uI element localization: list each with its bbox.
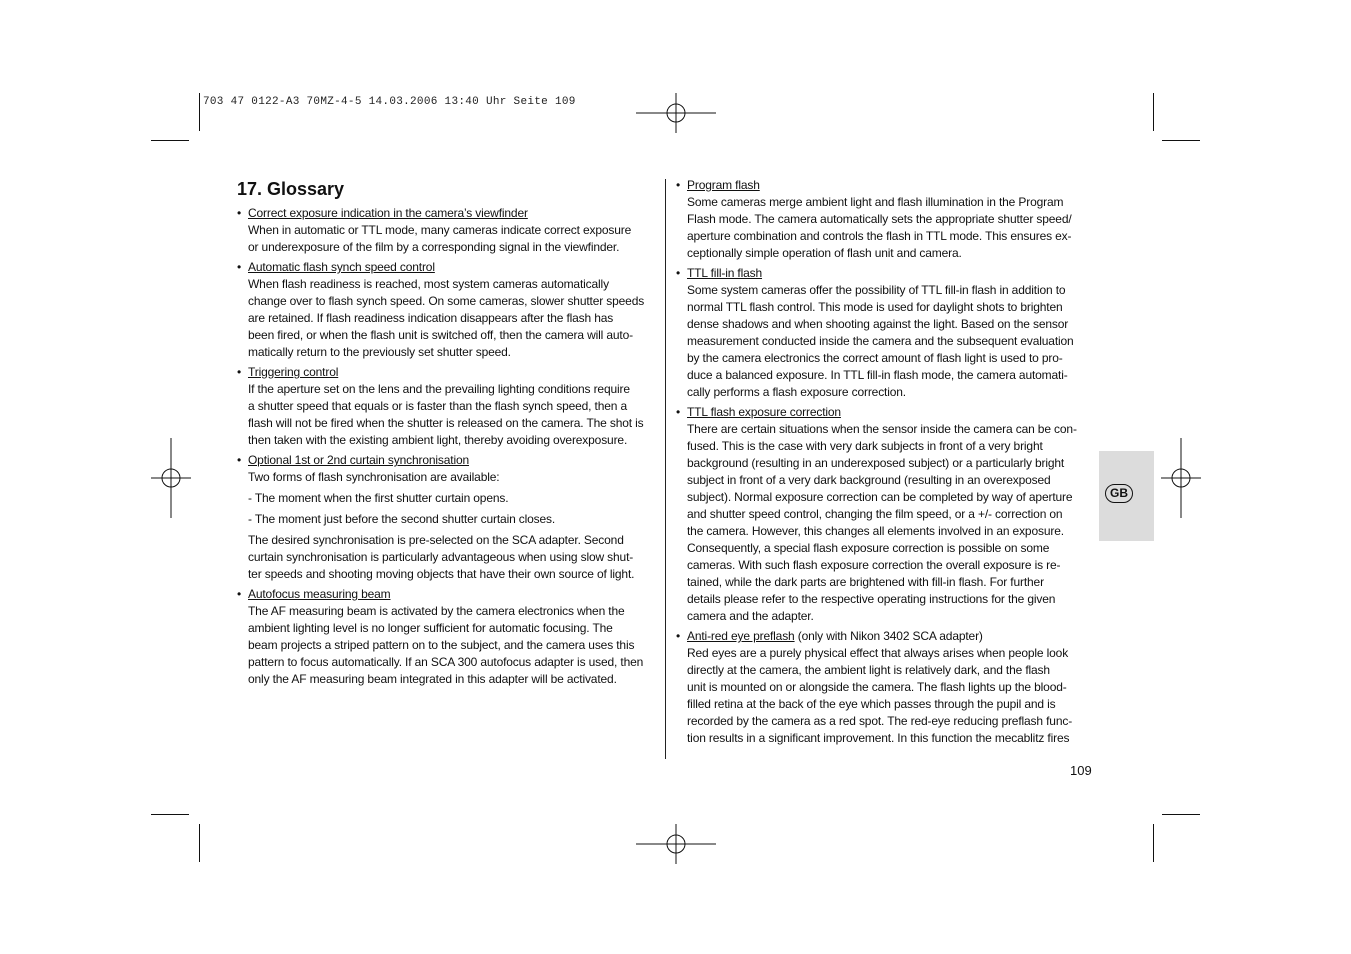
glossary-term — [687, 628, 983, 645]
description-line: details please refer to the respective operating instructions for the given — [687, 592, 1056, 606]
glossary-description — [248, 276, 661, 361]
bullet: • — [676, 629, 681, 643]
glossary-description — [248, 469, 661, 583]
description-line: subject). Normal exposure correction can be completed by way of aperture — [687, 490, 1073, 504]
crop-mark — [151, 814, 189, 815]
bullet: • — [676, 266, 681, 280]
description-line: ter speeds and shooting moving objects that have their own source of light. — [248, 567, 635, 581]
description-line: directly at the camera, the ambient light is relatively dark, and the flash — [687, 663, 1050, 677]
glossary-term-line — [676, 628, 1096, 645]
glossary-term-line — [676, 265, 1096, 282]
glossary-term — [687, 177, 760, 194]
language-badge: GB — [1105, 484, 1133, 503]
glossary-term — [248, 452, 469, 469]
print-header: 703 47 0122-A3 70MZ-4-5 14.03.2006 13:40 Uhr Seite 109 — [203, 96, 576, 108]
glossary-term-label: TTL fill-in flash — [687, 266, 763, 280]
crop-mark — [1153, 824, 1154, 862]
bullet: • — [676, 178, 681, 192]
description-line: Red eyes are a purely physical effect that always arises when people look — [687, 646, 1069, 660]
glossary-description — [687, 421, 1096, 625]
registration-mark-icon — [636, 804, 716, 884]
description-line: fused. This is the case with very dark subjects in front of a very bright — [687, 439, 1043, 453]
description-line: cally performs a flash exposure correction. — [687, 385, 906, 399]
glossary-term-label: Optional 1st or 2nd curtain synchronisation — [248, 453, 470, 467]
glossary-term — [248, 364, 338, 381]
glossary-list-left — [237, 205, 661, 688]
glossary-entry — [237, 205, 661, 256]
description-line: recorded by the camera as a red spot. The red-eye reducing preflash func- — [687, 714, 1073, 728]
glossary-term-line — [676, 404, 1096, 421]
bullet: • — [676, 405, 681, 419]
glossary-description — [687, 282, 1096, 401]
description-line: subject in front of a very dark background (resulting in an overexposed — [687, 473, 1051, 487]
description-line: change over to flash synch speed. On some cameras, slower shutter speeds — [248, 294, 645, 308]
glossary-term — [687, 404, 841, 421]
description-line: unit is mounted on or alongside the camera. The flash lights up the blood- — [687, 680, 1067, 694]
glossary-term-label: Program flash — [687, 178, 760, 192]
crop-mark — [199, 93, 200, 131]
glossary-term-note: (only with Nikon 3402 SCA adapter) — [794, 629, 983, 643]
glossary-description — [248, 603, 661, 688]
description-line: pattern to focus automatically. If an SCA 300 autofocus adapter is used, then — [248, 655, 644, 669]
glossary-entry — [676, 265, 1096, 401]
description-line: The AF measuring beam is activated by the camera electronics when the — [248, 604, 625, 618]
description-line: are retained. If flash readiness indication disappears after the flash has — [248, 311, 614, 325]
glossary-entry — [676, 177, 1096, 262]
crop-mark — [1162, 140, 1200, 141]
description-line: camera and the adapter. — [687, 609, 814, 623]
description-line: a shutter speed that equals or is faster than the flash synch speed, then a — [248, 399, 627, 413]
description-line: - The moment when the first shutter curtain opens. — [248, 491, 509, 505]
glossary-term-label: Triggering control — [248, 365, 339, 379]
glossary-term-line — [676, 177, 1096, 194]
glossary-entry — [237, 452, 661, 583]
glossary-term-label: Correct exposure indication in the camera’s viewfinder — [248, 206, 528, 220]
description-line: curtain synchronisation is particularly advantageous when using slow shut- — [248, 550, 634, 564]
crop-mark — [151, 140, 189, 141]
description-line: Some system cameras offer the possibility of TTL fill-in flash in addition to — [687, 283, 1066, 297]
description-line: matically return to the previously set shutter speed. — [248, 345, 511, 359]
description-line: been fired, or when the flash unit is switched off, then the camera will auto- — [248, 328, 633, 342]
description-line: the camera. However, this changes all elements involved in an exposure. — [687, 524, 1064, 538]
description-line: ceptionally simple operation of flash unit and camera. — [687, 246, 962, 260]
description-line: measurement conducted inside the camera and the subsequent evaluation — [687, 334, 1074, 348]
description-line: only the AF measuring beam integrated in this adapter will be activated. — [248, 672, 617, 686]
glossary-term — [248, 586, 390, 603]
glossary-term-line — [237, 259, 661, 276]
glossary-entry — [237, 364, 661, 449]
glossary-term-line — [237, 205, 661, 222]
description-line: beam projects a striped pattern on to the subject, and the camera uses this — [248, 638, 635, 652]
glossary-term-line — [237, 364, 661, 381]
description-line: cameras. With such flash exposure correction the overall exposure is re- — [687, 558, 1061, 572]
glossary-description — [248, 381, 661, 449]
glossary-list-right — [676, 177, 1096, 747]
glossary-entry — [676, 404, 1096, 625]
glossary-term — [248, 259, 435, 276]
glossary-term-line — [237, 452, 661, 469]
glossary-description — [687, 194, 1096, 262]
glossary-term-line — [237, 586, 661, 603]
glossary-term — [248, 205, 528, 222]
description-line: tained, while the dark parts are brightened with fill-in flash. For further — [687, 575, 1044, 589]
glossary-entry — [237, 586, 661, 688]
glossary-term-label: TTL flash exposure correction — [687, 405, 841, 419]
glossary-term-label: Anti-red eye preflash — [687, 629, 795, 643]
description-line: Flash mode. The camera automatically sets the appropriate shutter speed/ — [687, 212, 1072, 226]
description-line: and shutter speed control, changing the film speed, or a +/- correction on — [687, 507, 1063, 521]
description-line: ambient lighting level is no longer sufficient for automatic focusing. The — [248, 621, 613, 635]
description-line: Two forms of flash synchronisation are available: — [248, 470, 500, 484]
description-line: There are certain situations when the sensor inside the camera can be con- — [687, 422, 1077, 436]
bullet: • — [237, 587, 242, 601]
bullet: • — [237, 365, 242, 379]
crop-mark — [1162, 814, 1200, 815]
glossary-description — [687, 645, 1096, 747]
crop-mark — [199, 824, 200, 862]
description-line: - The moment just before the second shutter curtain closes. — [248, 512, 556, 526]
glossary-entry — [237, 259, 661, 361]
description-line: If the aperture set on the lens and the prevailing lighting conditions require — [248, 382, 630, 396]
description-line: Consequently, a special flash exposure correction is possible on some — [687, 541, 1050, 555]
column-divider — [665, 179, 666, 759]
bullet: • — [237, 260, 242, 274]
left-column — [237, 178, 661, 691]
description-line: When in automatic or TTL mode, many cameras indicate correct exposure — [248, 223, 632, 237]
page-number: 109 — [1070, 763, 1092, 778]
description-line: or underexposure of the film by a corresponding signal in the viewfinder. — [248, 240, 620, 254]
crop-mark — [1153, 93, 1154, 131]
description-line: aperture combination and controls the flash in TTL mode. This ensures ex- — [687, 229, 1072, 243]
glossary-entry — [676, 628, 1096, 747]
glossary-term-label: Automatic flash synch speed control — [248, 260, 435, 274]
glossary-term-label: Autofocus measuring beam — [248, 587, 391, 601]
section-title: 17. Glossary — [237, 179, 345, 199]
bullet: • — [237, 206, 242, 220]
description-line: filled retina at the back of the eye which passes through the pupil and is — [687, 697, 1056, 711]
description-line: then taken with the existing ambient light, thereby avoiding overexposure. — [248, 433, 628, 447]
description-line: by the camera electronics the correct amount of flash light is used to pro- — [687, 351, 1063, 365]
registration-mark-icon — [636, 73, 716, 153]
description-line: Some cameras merge ambient light and flash illumination in the Program — [687, 195, 1064, 209]
description-line: tion results in a significant improvement. In this function the mecablitz fires — [687, 731, 1070, 745]
glossary-term — [687, 265, 762, 282]
description-line: flash will not be fired when the shutter is released on the camera. The shot is — [248, 416, 644, 430]
description-line: background (resulting in an underexposed subject) or a particularly bright — [687, 456, 1065, 470]
bullet: • — [237, 453, 242, 467]
description-line: duce a balanced exposure. In TTL fill-in flash mode, the camera automati- — [687, 368, 1068, 382]
description-line: dense shadows and when shooting against the light. Based on the sensor — [687, 317, 1069, 331]
description-line: The desired synchronisation is pre-selected on the SCA adapter. Second — [248, 533, 624, 547]
registration-mark-icon — [131, 438, 211, 518]
right-column — [676, 177, 1096, 750]
description-line: When flash readiness is reached, most system cameras automatically — [248, 277, 609, 291]
glossary-description — [248, 222, 661, 256]
description-line: normal TTL flash control. This mode is used for daylight shots to brighten — [687, 300, 1063, 314]
